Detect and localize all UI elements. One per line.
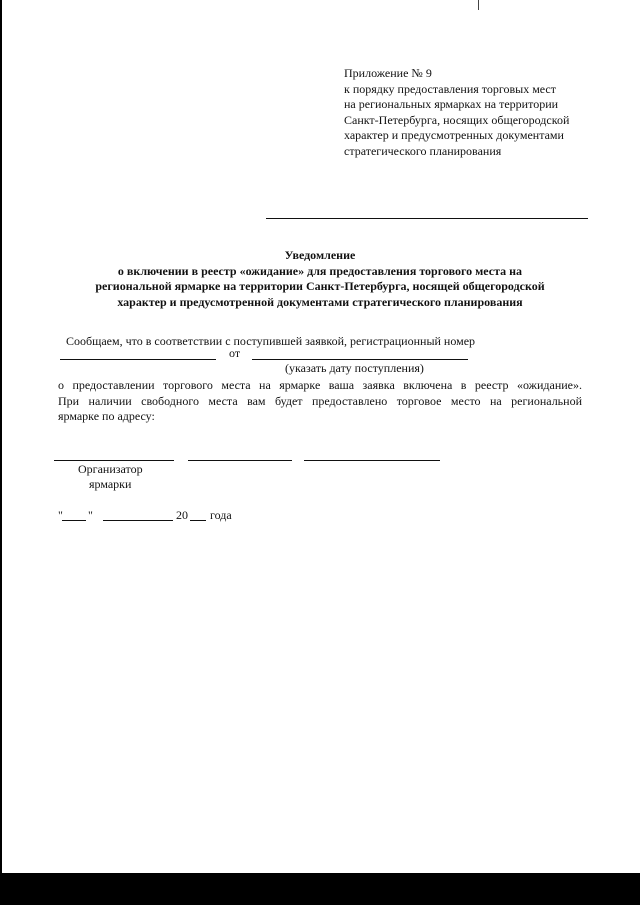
signature-line-sign: [188, 460, 292, 461]
date-open-quote: ": [58, 508, 63, 522]
year-prefix: 20: [176, 508, 188, 522]
intro-text: Сообщаем, что в соответствии с поступившей заявкой, регистрационный номер: [66, 334, 476, 348]
year-line: [190, 520, 206, 521]
paragraph-line: ярмарке по адресу:: [58, 409, 155, 423]
notice-subtitle-line: региональной ярмарке на территории Санкт-Петербурга, носящей общегородской: [95, 279, 545, 293]
annex-line: стратегического планирования: [344, 143, 502, 158]
receipt-date-line: [252, 359, 468, 360]
annex-title: Приложение № 9: [344, 66, 432, 80]
scan-bottom-bar: [0, 873, 640, 905]
notice-subtitle-line: о включении в реестр «ожидание» для предоставления торгового места на: [117, 263, 523, 278]
day-line: [62, 520, 86, 521]
annex-line: к порядку предоставления торговых мест: [344, 81, 556, 96]
signer-role-line1: Организатор: [78, 462, 143, 476]
date-hint: (указать дату поступления): [285, 361, 424, 375]
notice-heading: [40, 248, 600, 310]
scan-left-edge: [0, 0, 2, 873]
month-line: [103, 520, 173, 521]
addressee-line: [266, 218, 588, 219]
signer-role-line2: ярмарки: [89, 477, 132, 491]
notice-title: Уведомление: [284, 248, 356, 262]
registration-number-line: [60, 359, 216, 360]
body-paragraph: [58, 378, 582, 425]
paragraph-line: о предоставлении торгового места на ярмарке ваша заявка включена в реестр «ожидание».: [58, 378, 582, 392]
year-suffix: года: [210, 508, 232, 522]
paragraph-line: При наличии свободного места вам будет предоставлено торговое место на региональной: [58, 393, 582, 408]
annex-line: характер и предусмотренных документами: [344, 128, 564, 142]
annex-line: на региональных ярмарках на территории: [344, 97, 559, 111]
signature-line-name: [304, 460, 440, 461]
from-label: от: [229, 346, 241, 360]
annex-block: [344, 66, 624, 159]
date-close-quote: ": [88, 508, 93, 522]
signature-line-position: [54, 460, 174, 461]
notice-subtitle-line: характер и предусмотренной документами стратегического планирования: [117, 294, 523, 309]
annex-line: Санкт-Петербурга, носящих общегородской: [344, 112, 570, 127]
scan-top-mark: [478, 0, 479, 10]
